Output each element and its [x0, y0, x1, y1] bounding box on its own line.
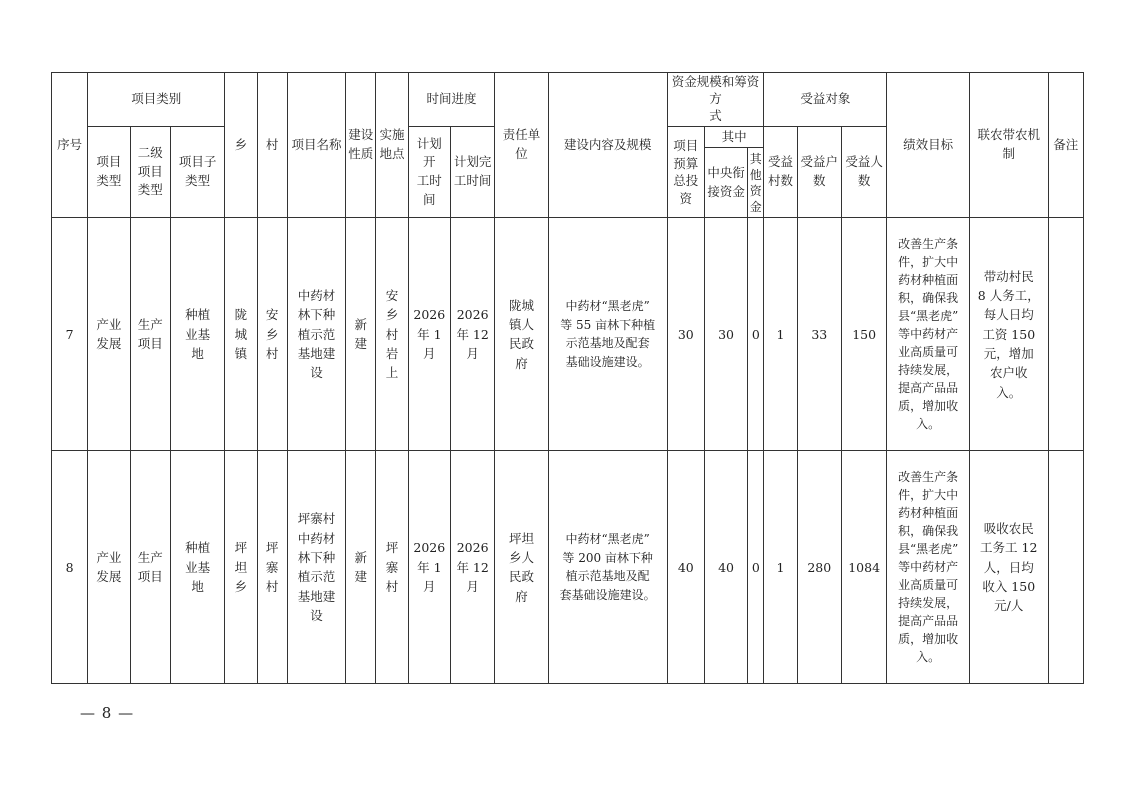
- header-planned-end: 计划完 工时间: [450, 126, 494, 218]
- remarks-cell: [1048, 451, 1083, 684]
- responsible-unit-cell: 坪坦 乡人 民政 府: [495, 451, 548, 684]
- responsible-unit-cell: 陇城 镇人 民政 府: [495, 218, 548, 451]
- header-project-name: 项目名称: [287, 73, 345, 218]
- other-funds-cell: 0: [748, 218, 764, 451]
- header-of-which: 其中: [704, 126, 763, 148]
- header-performance-goal: 绩效目标: [887, 73, 970, 218]
- benefit-villages-cell: 1: [764, 218, 797, 451]
- total-budget-cell: 40: [667, 451, 704, 684]
- header-project-type: 项目 类型: [88, 126, 130, 218]
- performance-goal-cell: 改善生产条 件，扩大中 药材种植面 积，确保我 县“黑老虎” 等中药材产 业高质量可 持续发展， 提高产品品 质，增加收 入。: [887, 451, 970, 684]
- secondary-type-cell: 生产 项目: [130, 451, 170, 684]
- planned-start-cell: 2026 年 1 月: [408, 218, 450, 451]
- township-cell: 坪 坦 乡: [225, 451, 257, 684]
- location-cell: 安 乡 村 岩 上: [376, 218, 408, 451]
- seq-cell: 7: [52, 218, 88, 451]
- seq-cell: 8: [52, 451, 88, 684]
- header-beneficiaries: 受益对象: [764, 73, 887, 127]
- header-project-category: 项目类别: [88, 73, 225, 127]
- header-total-budget: 项目 预算 总投 资: [667, 126, 704, 218]
- project-type-cell: 产业 发展: [88, 218, 130, 451]
- header-construction-nature: 建设 性质: [346, 73, 376, 218]
- project-name-cell: 中药材 林下种 植示范 基地建 设: [287, 218, 345, 451]
- header-farmer-linkage: 联农带农机 制: [969, 73, 1048, 218]
- planned-end-cell: 2026 年 12 月: [450, 451, 494, 684]
- table-row: [52, 451, 1084, 684]
- header-sub-type: 项目子 类型: [170, 126, 224, 218]
- header-planned-start: 计划开 工时间: [408, 126, 450, 218]
- content-scale-cell: 中药材“黑老虎” 等 55 亩林下种植 示范基地及配套 基础设施建设。: [548, 218, 667, 451]
- project-name-cell: 坪寨村 中药材 林下种 植示范 基地建 设: [287, 451, 345, 684]
- page-number: — 8 —: [80, 704, 135, 722]
- benefit-people-cell: 150: [841, 218, 886, 451]
- header-secondary-type: 二级 项目 类型: [130, 126, 170, 218]
- total-budget-cell: 30: [667, 218, 704, 451]
- central-funds-cell: 30: [704, 218, 747, 451]
- benefit-villages-cell: 1: [764, 451, 797, 684]
- header-township: 乡: [225, 73, 257, 218]
- other-funds-cell: 0: [748, 451, 764, 684]
- header-funding: 资金规模和筹资方 式: [667, 73, 764, 127]
- header-other-funds: 其 他 资 金: [748, 148, 764, 218]
- benefit-households-cell: 280: [797, 451, 841, 684]
- header-benefit-villages: 受益 村数: [764, 126, 797, 218]
- header-seq: 序号: [52, 73, 88, 218]
- header-village: 村: [257, 73, 287, 218]
- remarks-cell: [1048, 218, 1083, 451]
- secondary-type-cell: 生产 项目: [130, 218, 170, 451]
- village-cell: 坪 寨 村: [257, 451, 287, 684]
- central-funds-cell: 40: [704, 451, 747, 684]
- header-remarks: 备注: [1048, 73, 1083, 218]
- content-scale-cell: 中药材“黑老虎” 等 200 亩林下种 植示范基地及配 套基础设施建设。: [548, 451, 667, 684]
- farmer-linkage-cell: 带动村民 8 人务工， 每人日均 工资 150 元，增加 农户收 入。: [969, 218, 1048, 451]
- performance-goal-cell: 改善生产条 件，扩大中 药材种植面 积，确保我 县“黑老虎” 等中药材产 业高质量可 持续发展， 提高产品品 质，增加收 入。: [887, 218, 970, 451]
- project-table: [51, 72, 1084, 684]
- header-responsible-unit: 责任单 位: [495, 73, 548, 218]
- header-central-funds: 中央衔 接资金: [704, 148, 747, 218]
- project-type-cell: 产业 发展: [88, 451, 130, 684]
- location-cell: 坪 寨 村: [376, 451, 408, 684]
- construction-nature-cell: 新 建: [346, 218, 376, 451]
- header-content-scale: 建设内容及规模: [548, 73, 667, 218]
- construction-nature-cell: 新 建: [346, 451, 376, 684]
- sub-type-cell: 种植 业基 地: [170, 218, 224, 451]
- township-cell: 陇 城 镇: [225, 218, 257, 451]
- benefit-people-cell: 1084: [841, 451, 886, 684]
- village-cell: 安 乡 村: [257, 218, 287, 451]
- planned-end-cell: 2026 年 12 月: [450, 218, 494, 451]
- header-benefit-people: 受益人 数: [841, 126, 886, 218]
- header-benefit-households: 受益户 数: [797, 126, 841, 218]
- header-schedule: 时间进度: [408, 73, 495, 127]
- farmer-linkage-cell: 吸收农民 工务工 12 人，日均 收入 150 元/人: [969, 451, 1048, 684]
- benefit-households-cell: 33: [797, 218, 841, 451]
- table-row: [52, 218, 1084, 451]
- planned-start-cell: 2026 年 1 月: [408, 451, 450, 684]
- sub-type-cell: 种植 业基 地: [170, 451, 224, 684]
- header-location: 实施 地点: [376, 73, 408, 218]
